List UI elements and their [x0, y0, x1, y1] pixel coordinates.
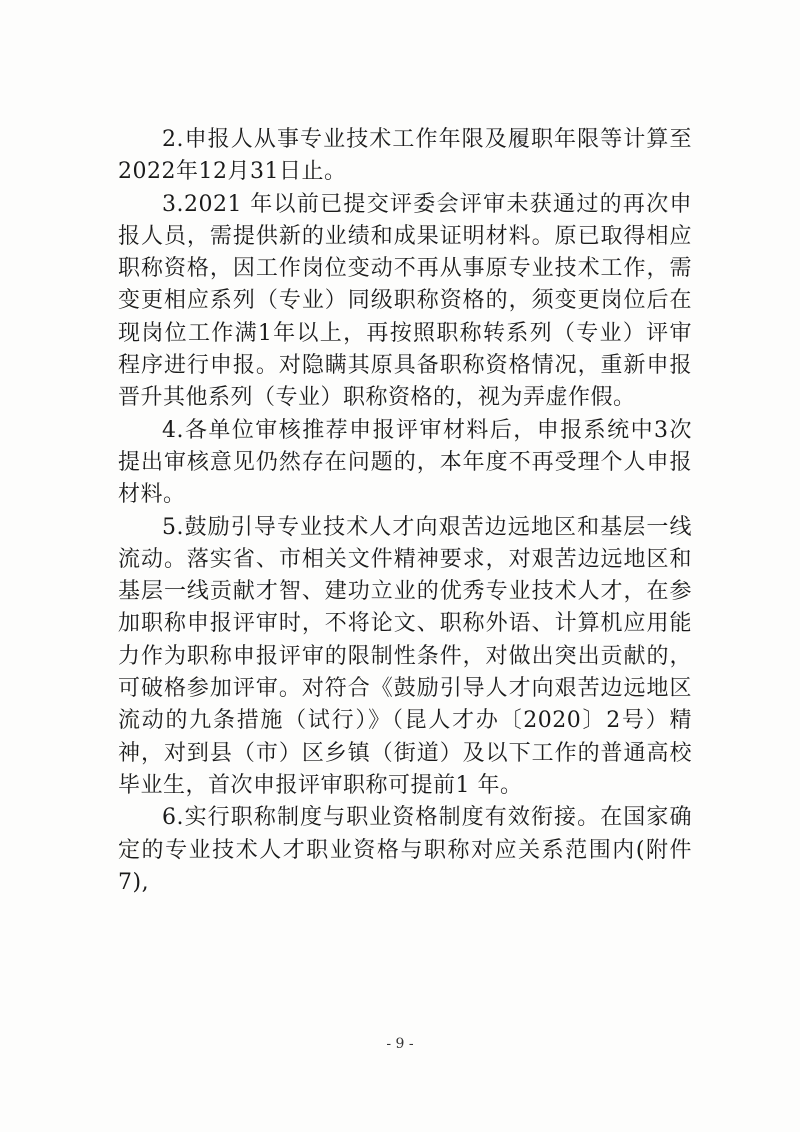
- paragraph-3: 3.2021 年以前已提交评委会评审未获通过的再次申报人员，需提供新的业绩和成果证明材料。原已取得相应职称资格，因工作岗位变动不再从事原专业技术工作，需变更相应系列（专业）同级职称资格的，须变更岗位后在现岗位工作满1年以上，再按照职称转系列（专业）评审程序进行申报。对隐瞒其原具备职称资格情况，重新申报晋升其他系列（专业）职称资格的，视为弄虚作假。: [118, 191, 692, 411]
- paragraph-2: 2.申报人从事专业技术工作年限及履职年限等计算至2022年12月31日止。: [118, 127, 692, 185]
- body-text: [118, 124, 692, 899]
- page-number: - 9 -: [386, 1036, 414, 1052]
- paragraph-4: 4.各单位审核推荐申报评审材料后，申报系统中3次提出审核意见仍然存在问题的，本年度不再受理个人申报材料。: [118, 417, 692, 508]
- paragraph-6: 6.实行职称制度与职业资格制度有效衔接。在国家确定的专业技术人才职业资格与职称对应关系范围内(附件7),: [118, 805, 692, 895]
- paragraph-5: 5.鼓励引导专业技术人才向艰苦边远地区和基层一线流动。落实省、市相关文件精神要求，对艰苦边远地区和基层一线贡献才智、建功立业的优秀专业技术人才，在参加职称申报评审时，不将论文、职称外语、计算机应用能力作为职称申报评审的限制性条件，对做出突出贡献的，可破格参加评审。对符合《鼓励引导人才向艰苦边远地区流动的九条措施（试行）》（昆人才办〔2020〕2号）精神，对到县（市）区乡镇（街道）及以下工作的普通高校毕业生，首次申报评审职称可提前1 年。: [118, 514, 692, 798]
